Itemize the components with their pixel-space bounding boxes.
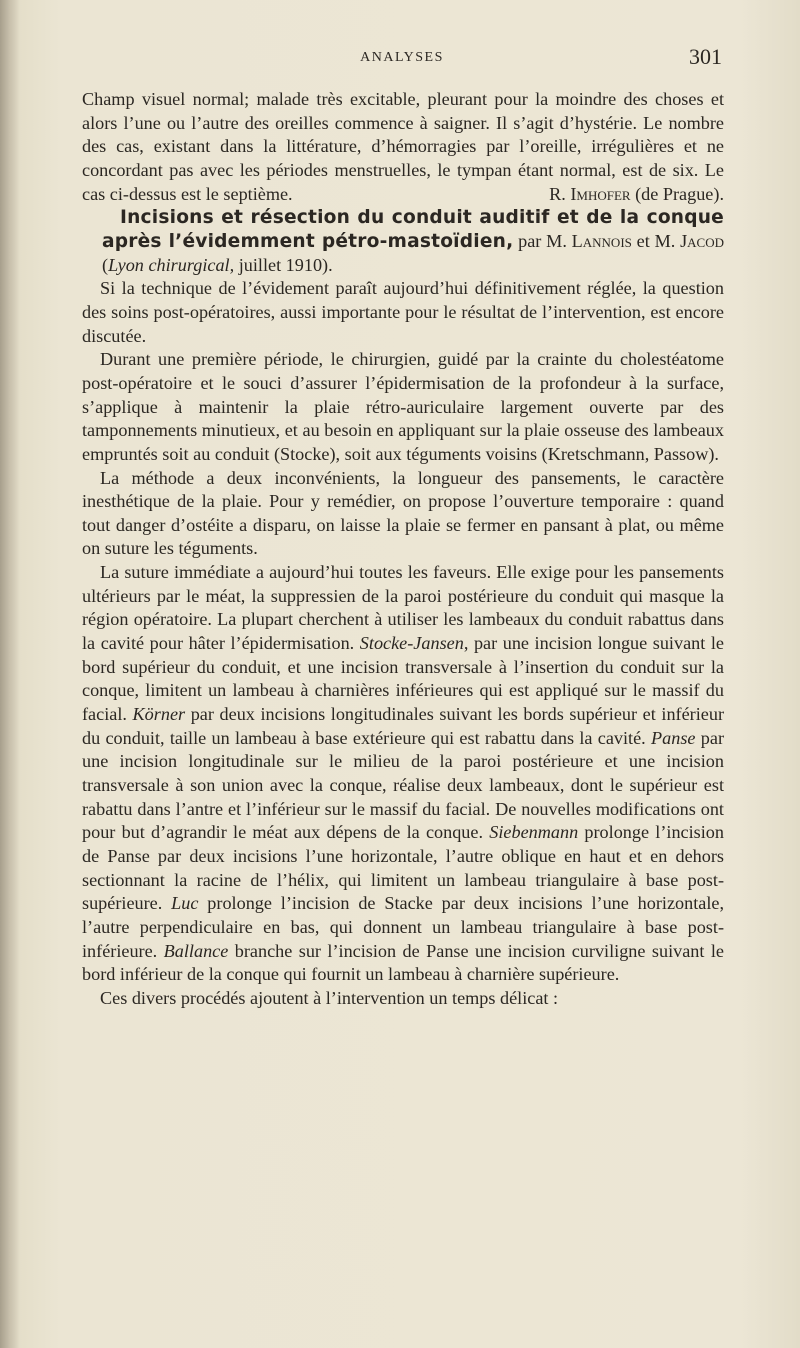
- running-head: ANALYSES: [360, 50, 444, 65]
- surgeon-name: Panse: [651, 727, 696, 748]
- page-number: 301: [689, 44, 722, 69]
- conjunction: et: [636, 230, 650, 251]
- author-jacod: Jacod: [680, 230, 725, 251]
- paragraph-text: Champ visuel normal; malade très excitable, pleurant pour la moindre des choses et alors l’une ou l’autre des oreilles commence à saigner. Il s’agit d’hystérie. Le nombre des cas, existant dans la littérature, d’hémorragies par l’oreille, irrégulières et ne concordant pas avec les périodes menstruelles, le tympan étant normal, est de six. Le cas ci-dessus est le septième.: [82, 89, 724, 204]
- paragraph: Si la technique de l’évidement paraît aujourd’hui définitivement réglée, la question des soins post-opératoires, aussi importante pour le résultat de l’intervention, est encore discutée.: [82, 278, 724, 346]
- signature-imhofer: R. Imhofer (de Prague).: [549, 183, 724, 204]
- page-header: [82, 44, 722, 74]
- author-lannois: Lannois: [571, 230, 632, 251]
- text-run: par une incision longitudinale sur le milieu de la paroi postérieure et une incision transversale à son union avec la conque, réalise deux lambeaux, dont le supérieur est rabattu dans l’antre et l’inférieur sur le massif du facial. De nouvelles modifications ont pour but d’agrandir le méat aux dépens de la conque.: [82, 727, 725, 843]
- surgeon-name: Ballance: [163, 940, 229, 961]
- paragraph-procedures: [82, 561, 724, 987]
- text-run: La suture immédiate a aujourd’hui toutes les faveurs. Elle exige pour les pansements ultérieurs par le méat, la suppressien de la paroi postérieure du conduit qui masque la région opératoire. La plupart cherchent à utiliser les lambeaux du conduit rabattus dans la cavité pour hâter l’épidermisation.: [82, 562, 724, 654]
- paragraph-continuation: [82, 88, 724, 206]
- surgeon-name: Siebenmann: [489, 822, 579, 843]
- article-source: (Lyon chirurgical, juillet 1910).: [102, 254, 333, 275]
- text-run: , par une incision longue suivant le bord supérieur du conduit, et une incision transversale à l’insertion du conduit sur la conque, limitent un lambeau à charnières inférieures qui est appliqué sur le massif du facial.: [82, 633, 724, 725]
- article-title: Incisions et résection du conduit auditif et de la conque après l’évidemment pétro-mastoïdien,: [102, 207, 724, 252]
- text-run: prolonge l’incision de Panse par deux incisions l’une horizontale, l’autre oblique en haut et en dehors sectionnant la racine de l’hélix, qui limitent un lambeau triangulaire à base post-supérieure.: [82, 822, 724, 914]
- book-spine-shadow: [0, 0, 20, 1348]
- paragraph-last-line: Ces divers procédés ajoutent à l’intervention un temps délicat :: [100, 987, 559, 1008]
- text-run: branche sur l’incision de Panse une incision curviligne suivant le bord inférieur de la conque qui fournit un lambeau à charnière supérieure.: [82, 940, 724, 985]
- text-run: par deux incisions longitudinales suivant les bords supérieur et inférieur du conduit, taille un lambeau à base extérieure qui est rabattu dans la cavité.: [82, 704, 725, 748]
- article-heading: [82, 206, 724, 277]
- text-run: prolonge l’incision de Stacke par deux incisions l’une horizontale, l’autre perpendiculaire en bas, qui donnent un lambeau triangulaire à base post-inférieure.: [82, 893, 725, 961]
- surgeon-name: Körner: [132, 704, 186, 725]
- surgeon-name: Stocke-Jansen: [359, 633, 464, 654]
- surgeon-name: Luc: [171, 893, 199, 914]
- author-prefix: par M.: [518, 230, 567, 251]
- paragraph: La méthode a deux inconvénients, la longueur des pansements, le caractère inesthétique de la plaie. Pour y remédier, on propose l’ouverture temporaire : quand tout danger d’ostéite a disparu, on laisse la plaie se fermer en pansant à plat, ou même on suture les téguments.: [82, 467, 724, 559]
- page-body: [82, 88, 724, 1011]
- paragraph: Durant une première période, le chirurgien, guidé par la crainte du cholestéatome post-opératoire et le souci d’assurer l’épidermisation de la profondeur à la surface, s’applique à maintenir la plaie rétro-auriculaire largement ouverte par des tamponnements minutieux, et au besoin en appliquant sur la plaie osseuse des lambeaux empruntés soit au conduit (Stocke), soit aux téguments voisins (Kretschmann, Passow).: [82, 349, 724, 464]
- author2-prefix: M.: [654, 230, 676, 251]
